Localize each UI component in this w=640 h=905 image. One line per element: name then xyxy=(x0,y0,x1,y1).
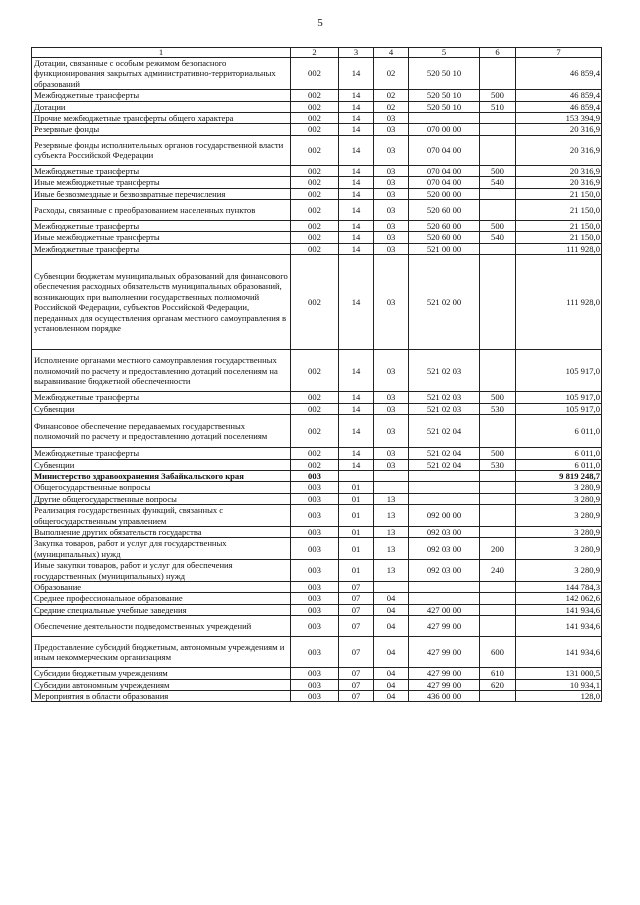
cell-subsection: 13 xyxy=(374,560,409,582)
cell-subsection: 04 xyxy=(374,679,409,690)
table-row xyxy=(32,221,602,232)
cell-target-article xyxy=(409,113,480,124)
cell-subsection: 13 xyxy=(374,538,409,560)
cell-amount: 20 316,9 xyxy=(516,135,602,165)
cell-expense-type xyxy=(480,526,516,537)
cell-amount: 128,0 xyxy=(516,691,602,702)
cell-expense-type xyxy=(480,581,516,592)
cell-amount: 46 859,4 xyxy=(516,101,602,112)
cell-admin-code: 002 xyxy=(291,403,339,414)
cell-amount: 6 011,0 xyxy=(516,448,602,459)
cell-admin-code: 003 xyxy=(291,560,339,582)
cell-expense-type xyxy=(480,604,516,615)
cell-section: 14 xyxy=(339,232,374,243)
cell-target-article: 070 04 00 xyxy=(409,135,480,165)
cell-item-name: Межбюджетные трансферты xyxy=(32,90,291,101)
cell-amount: 111 928,0 xyxy=(516,243,602,254)
cell-item-name: Межбюджетные трансферты xyxy=(32,392,291,403)
cell-item-name: Образование xyxy=(32,581,291,592)
cell-admin-code: 003 xyxy=(291,493,339,504)
cell-subsection: 13 xyxy=(374,493,409,504)
cell-amount: 3 280,9 xyxy=(516,493,602,504)
cell-subsection: 03 xyxy=(374,124,409,135)
cell-subsection xyxy=(374,470,409,481)
cell-amount: 142 062,6 xyxy=(516,593,602,604)
cell-item-name: Средние специальные учебные заведения xyxy=(32,604,291,615)
cell-amount: 131 000,5 xyxy=(516,668,602,679)
cell-section: 01 xyxy=(339,526,374,537)
cell-amount: 20 316,9 xyxy=(516,177,602,188)
cell-subsection: 03 xyxy=(374,135,409,165)
cell-target-article: 521 02 03 xyxy=(409,350,480,392)
cell-section: 14 xyxy=(339,459,374,470)
table-header-row xyxy=(32,48,602,58)
cell-subsection: 03 xyxy=(374,200,409,221)
cell-expense-type: 500 xyxy=(480,90,516,101)
cell-amount: 111 928,0 xyxy=(516,255,602,350)
cell-target-article: 520 60 00 xyxy=(409,200,480,221)
cell-expense-type: 600 xyxy=(480,637,516,668)
cell-admin-code: 002 xyxy=(291,255,339,350)
cell-target-article: 520 00 00 xyxy=(409,188,480,199)
cell-item-name: Обеспечение деятельности подведомственных учреждений xyxy=(32,616,291,637)
header-col-6: 6 xyxy=(480,48,516,58)
cell-expense-type xyxy=(480,482,516,493)
cell-section: 07 xyxy=(339,616,374,637)
cell-expense-type xyxy=(480,58,516,90)
cell-admin-code: 003 xyxy=(291,637,339,668)
cell-section: 14 xyxy=(339,113,374,124)
cell-item-name: Дотации, связанные с особым режимом безопасного функционирования закрытых административно-территориальных образований xyxy=(32,58,291,90)
cell-target-article: 427 99 00 xyxy=(409,637,480,668)
cell-target-article: 520 60 00 xyxy=(409,221,480,232)
cell-item-name: Среднее профессиональное образование xyxy=(32,593,291,604)
cell-expense-type: 530 xyxy=(480,459,516,470)
cell-expense-type xyxy=(480,470,516,481)
cell-section: 07 xyxy=(339,604,374,615)
cell-amount: 3 280,9 xyxy=(516,505,602,527)
cell-admin-code: 002 xyxy=(291,188,339,199)
cell-section: 01 xyxy=(339,560,374,582)
cell-section: 01 xyxy=(339,482,374,493)
cell-admin-code: 002 xyxy=(291,243,339,254)
cell-subsection: 03 xyxy=(374,448,409,459)
table-row xyxy=(32,177,602,188)
cell-section: 07 xyxy=(339,593,374,604)
cell-admin-code: 002 xyxy=(291,165,339,176)
cell-section: 14 xyxy=(339,392,374,403)
table-row xyxy=(32,58,602,90)
cell-subsection: 13 xyxy=(374,505,409,527)
cell-target-article: 070 04 00 xyxy=(409,177,480,188)
cell-expense-type xyxy=(480,113,516,124)
table-row xyxy=(32,243,602,254)
cell-expense-type: 500 xyxy=(480,221,516,232)
cell-target-article: 520 50 10 xyxy=(409,58,480,90)
cell-expense-type xyxy=(480,415,516,448)
cell-admin-code: 002 xyxy=(291,58,339,90)
cell-expense-type: 240 xyxy=(480,560,516,582)
cell-item-name: Субвенции xyxy=(32,403,291,414)
cell-expense-type xyxy=(480,493,516,504)
cell-amount: 20 316,9 xyxy=(516,124,602,135)
cell-subsection: 03 xyxy=(374,255,409,350)
cell-amount: 105 917,0 xyxy=(516,350,602,392)
cell-item-name: Другие общегосударственные вопросы xyxy=(32,493,291,504)
cell-target-article xyxy=(409,493,480,504)
cell-subsection: 03 xyxy=(374,403,409,414)
cell-expense-type: 540 xyxy=(480,177,516,188)
cell-admin-code: 002 xyxy=(291,177,339,188)
cell-amount: 6 011,0 xyxy=(516,459,602,470)
cell-subsection: 04 xyxy=(374,616,409,637)
cell-admin-code: 003 xyxy=(291,581,339,592)
cell-subsection: 04 xyxy=(374,593,409,604)
cell-target-article xyxy=(409,593,480,604)
cell-section: 07 xyxy=(339,668,374,679)
table-row xyxy=(32,403,602,414)
cell-section xyxy=(339,470,374,481)
cell-subsection: 03 xyxy=(374,177,409,188)
cell-admin-code: 003 xyxy=(291,616,339,637)
cell-section: 14 xyxy=(339,221,374,232)
cell-target-article: 521 02 03 xyxy=(409,392,480,403)
cell-section: 14 xyxy=(339,255,374,350)
cell-section: 14 xyxy=(339,177,374,188)
cell-target-article: 092 03 00 xyxy=(409,560,480,582)
cell-amount: 21 150,0 xyxy=(516,221,602,232)
cell-amount: 141 934,6 xyxy=(516,604,602,615)
cell-section: 01 xyxy=(339,505,374,527)
cell-section: 07 xyxy=(339,691,374,702)
cell-expense-type: 500 xyxy=(480,392,516,403)
cell-section: 07 xyxy=(339,679,374,690)
cell-amount: 46 859,4 xyxy=(516,58,602,90)
cell-item-name: Межбюджетные трансферты xyxy=(32,221,291,232)
table-row xyxy=(32,90,602,101)
cell-admin-code: 003 xyxy=(291,505,339,527)
cell-section: 14 xyxy=(339,135,374,165)
table-row xyxy=(32,188,602,199)
cell-target-article: 520 50 10 xyxy=(409,101,480,112)
table-row xyxy=(32,668,602,679)
cell-admin-code: 002 xyxy=(291,90,339,101)
cell-target-article: 521 02 04 xyxy=(409,448,480,459)
cell-section: 14 xyxy=(339,243,374,254)
table-row xyxy=(32,679,602,690)
cell-item-name: Субсидии автономным учреждениям xyxy=(32,679,291,690)
cell-admin-code: 003 xyxy=(291,482,339,493)
cell-expense-type xyxy=(480,243,516,254)
cell-admin-code: 002 xyxy=(291,113,339,124)
cell-amount: 46 859,4 xyxy=(516,90,602,101)
cell-subsection: 03 xyxy=(374,415,409,448)
cell-expense-type: 530 xyxy=(480,403,516,414)
cell-expense-type xyxy=(480,593,516,604)
cell-admin-code: 003 xyxy=(291,679,339,690)
cell-admin-code: 003 xyxy=(291,593,339,604)
cell-amount: 21 150,0 xyxy=(516,200,602,221)
cell-admin-code: 003 xyxy=(291,538,339,560)
cell-admin-code: 002 xyxy=(291,392,339,403)
cell-expense-type xyxy=(480,200,516,221)
cell-target-article: 520 50 10 xyxy=(409,90,480,101)
table-row xyxy=(32,459,602,470)
cell-section: 07 xyxy=(339,581,374,592)
table-row xyxy=(32,200,602,221)
cell-admin-code: 003 xyxy=(291,691,339,702)
cell-item-name: Прочие межбюджетные трансферты общего характера xyxy=(32,113,291,124)
cell-expense-type xyxy=(480,135,516,165)
cell-target-article: 521 00 00 xyxy=(409,243,480,254)
cell-section: 14 xyxy=(339,200,374,221)
cell-section: 14 xyxy=(339,350,374,392)
cell-subsection: 04 xyxy=(374,691,409,702)
cell-expense-type: 500 xyxy=(480,165,516,176)
cell-subsection: 04 xyxy=(374,604,409,615)
cell-amount: 21 150,0 xyxy=(516,232,602,243)
cell-expense-type xyxy=(480,505,516,527)
cell-expense-type xyxy=(480,616,516,637)
cell-amount: 6 011,0 xyxy=(516,415,602,448)
cell-expense-type: 200 xyxy=(480,538,516,560)
cell-target-article: 427 00 00 xyxy=(409,604,480,615)
cell-section: 14 xyxy=(339,415,374,448)
cell-item-name: Финансовое обеспечение передаваемых государственных полномочий по расчету и предоставлению дотаций поселениям xyxy=(32,415,291,448)
cell-subsection: 03 xyxy=(374,350,409,392)
table-row xyxy=(32,350,602,392)
cell-admin-code: 002 xyxy=(291,135,339,165)
table-body xyxy=(32,48,602,702)
table-row xyxy=(32,616,602,637)
table-row xyxy=(32,448,602,459)
table-row xyxy=(32,415,602,448)
cell-subsection: 04 xyxy=(374,637,409,668)
cell-expense-type xyxy=(480,124,516,135)
cell-item-name: Межбюджетные трансферты xyxy=(32,448,291,459)
cell-subsection: 03 xyxy=(374,165,409,176)
cell-subsection xyxy=(374,482,409,493)
cell-item-name: Иные закупки товаров, работ и услуг для обеспечения государственных (муниципальных) нужд xyxy=(32,560,291,582)
table-row xyxy=(32,392,602,403)
cell-target-article: 092 03 00 xyxy=(409,538,480,560)
cell-amount: 3 280,9 xyxy=(516,560,602,582)
table-row xyxy=(32,470,602,481)
cell-subsection: 03 xyxy=(374,221,409,232)
cell-target-article xyxy=(409,470,480,481)
cell-item-name: Иные межбюджетные трансферты xyxy=(32,232,291,243)
cell-target-article: 521 02 00 xyxy=(409,255,480,350)
cell-target-article: 092 00 00 xyxy=(409,505,480,527)
cell-item-name: Общегосударственные вопросы xyxy=(32,482,291,493)
cell-section: 14 xyxy=(339,403,374,414)
cell-amount: 105 917,0 xyxy=(516,403,602,414)
cell-expense-type xyxy=(480,691,516,702)
cell-item-name: Дотации xyxy=(32,101,291,112)
cell-item-name: Межбюджетные трансферты xyxy=(32,165,291,176)
cell-amount: 105 917,0 xyxy=(516,392,602,403)
cell-target-article: 436 00 00 xyxy=(409,691,480,702)
cell-target-article xyxy=(409,482,480,493)
cell-section: 14 xyxy=(339,165,374,176)
cell-admin-code: 003 xyxy=(291,604,339,615)
cell-admin-code: 002 xyxy=(291,350,339,392)
cell-amount: 141 934,6 xyxy=(516,616,602,637)
table-row xyxy=(32,581,602,592)
table-row xyxy=(32,232,602,243)
cell-amount: 21 150,0 xyxy=(516,188,602,199)
header-col-1: 1 xyxy=(32,48,291,58)
cell-admin-code: 002 xyxy=(291,124,339,135)
cell-item-name: Субсидии бюджетным учреждениям xyxy=(32,668,291,679)
cell-section: 14 xyxy=(339,58,374,90)
cell-target-article: 521 02 03 xyxy=(409,403,480,414)
cell-target-article: 070 00 00 xyxy=(409,124,480,135)
cell-section: 14 xyxy=(339,101,374,112)
header-col-7: 7 xyxy=(516,48,602,58)
table-row xyxy=(32,493,602,504)
table-row xyxy=(32,505,602,527)
cell-target-article: 070 04 00 xyxy=(409,165,480,176)
cell-amount: 153 394,9 xyxy=(516,113,602,124)
cell-section: 07 xyxy=(339,637,374,668)
cell-subsection: 02 xyxy=(374,58,409,90)
cell-item-name: Расходы, связанные с преобразованием населенных пунктов xyxy=(32,200,291,221)
cell-target-article: 521 02 04 xyxy=(409,459,480,470)
cell-section: 14 xyxy=(339,124,374,135)
cell-admin-code: 002 xyxy=(291,415,339,448)
cell-amount: 9 819 248,7 xyxy=(516,470,602,481)
cell-admin-code: 002 xyxy=(291,448,339,459)
cell-item-name: Исполнение органами местного самоуправления государственных полномочий по расчету и предоставлению дотаций поселениям на выравнивание бюджетной обеспеченности xyxy=(32,350,291,392)
cell-amount: 3 280,9 xyxy=(516,526,602,537)
table-row xyxy=(32,113,602,124)
cell-target-article: 092 03 00 xyxy=(409,526,480,537)
cell-target-article: 520 60 00 xyxy=(409,232,480,243)
table-row xyxy=(32,255,602,350)
cell-subsection: 03 xyxy=(374,188,409,199)
page-number: 5 xyxy=(317,17,323,29)
cell-amount: 20 316,9 xyxy=(516,165,602,176)
table-row xyxy=(32,604,602,615)
table-row xyxy=(32,124,602,135)
cell-expense-type: 510 xyxy=(480,101,516,112)
cell-subsection: 03 xyxy=(374,459,409,470)
table-row xyxy=(32,691,602,702)
cell-admin-code: 003 xyxy=(291,470,339,481)
table-row xyxy=(32,101,602,112)
cell-admin-code: 002 xyxy=(291,101,339,112)
cell-amount: 3 280,9 xyxy=(516,482,602,493)
cell-subsection: 02 xyxy=(374,90,409,101)
cell-item-name: Реализация государственных функций, связанных с общегосударственным управлением xyxy=(32,505,291,527)
cell-section: 14 xyxy=(339,448,374,459)
cell-admin-code: 002 xyxy=(291,459,339,470)
cell-section: 01 xyxy=(339,493,374,504)
cell-subsection: 03 xyxy=(374,243,409,254)
cell-amount: 10 934,1 xyxy=(516,679,602,690)
table-row xyxy=(32,135,602,165)
cell-subsection: 03 xyxy=(374,392,409,403)
cell-expense-type xyxy=(480,350,516,392)
cell-subsection: 03 xyxy=(374,113,409,124)
cell-amount: 144 784,3 xyxy=(516,581,602,592)
cell-admin-code: 003 xyxy=(291,526,339,537)
cell-subsection xyxy=(374,581,409,592)
cell-subsection: 04 xyxy=(374,668,409,679)
budget-table xyxy=(31,47,602,702)
cell-subsection: 02 xyxy=(374,101,409,112)
cell-section: 14 xyxy=(339,188,374,199)
cell-item-name: Межбюджетные трансферты xyxy=(32,243,291,254)
header-col-2: 2 xyxy=(291,48,339,58)
cell-item-name: Министерство здравоохранения Забайкальского края xyxy=(32,470,291,481)
cell-item-name: Закупка товаров, работ и услуг для государственных (муниципальных) нужд xyxy=(32,538,291,560)
cell-expense-type: 540 xyxy=(480,232,516,243)
cell-item-name: Иные межбюджетные трансферты xyxy=(32,177,291,188)
cell-expense-type xyxy=(480,188,516,199)
table-row xyxy=(32,560,602,582)
cell-item-name: Субвенции бюджетам муниципальных образований для финансового обеспечения расходных обязательств муниципальных образований, возникающих при выполнении государственных полномочий Российской Федерации, субъектов Российской Федерации, переданных для осуществления органам местного самоуправления в установленном порядке xyxy=(32,255,291,350)
cell-item-name: Резервные фонды xyxy=(32,124,291,135)
cell-item-name: Предоставление субсидий бюджетным, автономным учреждениям и иным некоммерческим организациям xyxy=(32,637,291,668)
cell-admin-code: 002 xyxy=(291,221,339,232)
cell-amount: 3 280,9 xyxy=(516,538,602,560)
cell-target-article: 427 99 00 xyxy=(409,679,480,690)
table-row xyxy=(32,593,602,604)
cell-expense-type: 620 xyxy=(480,679,516,690)
cell-item-name: Выполнение других обязательств государства xyxy=(32,526,291,537)
cell-admin-code: 002 xyxy=(291,200,339,221)
table-row xyxy=(32,165,602,176)
cell-item-name: Иные безвозмездные и безвозвратные перечисления xyxy=(32,188,291,199)
cell-subsection: 03 xyxy=(374,232,409,243)
cell-item-name: Резервные фонды исполнительных органов государственной власти субъекта Российской Федерации xyxy=(32,135,291,165)
cell-item-name: Субвенции xyxy=(32,459,291,470)
cell-expense-type xyxy=(480,255,516,350)
cell-section: 14 xyxy=(339,90,374,101)
cell-section: 01 xyxy=(339,538,374,560)
cell-admin-code: 002 xyxy=(291,232,339,243)
table-row xyxy=(32,637,602,668)
cell-item-name: Мероприятия в области образования xyxy=(32,691,291,702)
header-col-3: 3 xyxy=(339,48,374,58)
header-col-5: 5 xyxy=(409,48,480,58)
cell-target-article: 427 99 00 xyxy=(409,616,480,637)
table-row xyxy=(32,538,602,560)
cell-target-article xyxy=(409,581,480,592)
cell-amount: 141 934,6 xyxy=(516,637,602,668)
cell-subsection: 13 xyxy=(374,526,409,537)
table-row xyxy=(32,482,602,493)
cell-target-article: 521 02 04 xyxy=(409,415,480,448)
cell-expense-type: 500 xyxy=(480,448,516,459)
cell-expense-type: 610 xyxy=(480,668,516,679)
table-row xyxy=(32,526,602,537)
header-col-4: 4 xyxy=(374,48,409,58)
cell-target-article: 427 99 00 xyxy=(409,668,480,679)
cell-admin-code: 003 xyxy=(291,668,339,679)
